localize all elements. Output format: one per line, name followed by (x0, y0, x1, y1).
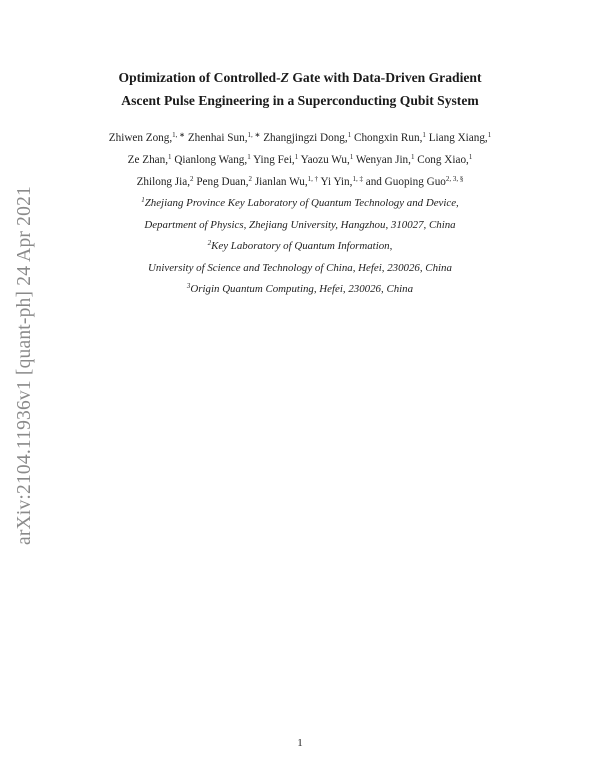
affiliation-list (0, 193, 600, 301)
author (354, 132, 426, 144)
title-line-1-prefix: Optimization of Controlled- (118, 70, 281, 85)
affiliation-3-line-1 (0, 279, 600, 301)
author-affiliation-marker: 1 (294, 153, 299, 161)
title-line-2: Ascent Pulse Engineering in a Superconducting Qubit System (121, 93, 479, 108)
affiliation-text: Origin Quantum Computing, Hefei, 230026, China (190, 283, 414, 295)
author-affiliation-marker: 1 (468, 153, 473, 161)
affiliation-1-line-2: Department of Physics, Zhejiang University, Hangzhou, 310027, China (144, 218, 456, 231)
affiliation-2-line-2: University of Science and Technology of China, Hefei, 230026, China (148, 261, 452, 274)
arxiv-identifier-stamp: arXiv:2104.11936v1 [quant-ph] 24 Apr 2021 (14, 186, 35, 545)
author-affiliation-marker: 2 (248, 175, 253, 183)
author (188, 132, 261, 144)
author-name: Yaozu Wu, (300, 154, 350, 166)
author-affiliation-marker: 1 (487, 131, 492, 139)
author-affiliation-marker: 1 (422, 131, 426, 139)
page-number: 1 (297, 737, 303, 749)
title-line-1-suffix: Gate with Data-Driven Gradient (288, 70, 482, 85)
affiliation-text: Key Laboratory of Quantum Information, (211, 240, 393, 252)
affiliation-1-line-1 (0, 193, 600, 215)
author (255, 176, 318, 188)
author-affiliation-marker: 1 (349, 153, 354, 161)
author (429, 132, 492, 144)
affiliation-text: Zhejiang Province Key Laboratory of Quantum Technology and Device, (144, 197, 459, 209)
author-affiliation-marker: 1, ∗ (247, 131, 261, 139)
author-affiliation-marker: 1, ∗ (172, 131, 186, 139)
author (253, 154, 298, 166)
author (321, 176, 363, 188)
author-name: Jianlan Wu, (254, 176, 308, 188)
author-name: Peng Duan, (196, 176, 249, 188)
author-name: Zhiwen Zong, (108, 132, 173, 144)
author-name: Ze Zhan, (127, 154, 169, 166)
author-name: Zhangjingzi Dong, (263, 132, 348, 144)
affiliation-marker: 2 (207, 239, 212, 247)
author-name: Liang Xiang, (428, 132, 488, 144)
author-affiliation-marker: 1 (410, 153, 415, 161)
title-gate-variable: Z (280, 70, 289, 85)
author (109, 132, 185, 144)
author-list (0, 127, 600, 193)
author-name: Cong Xiao, (417, 154, 469, 166)
author (174, 154, 250, 166)
author-name: and Guoping Guo (365, 176, 446, 188)
author-affiliation-marker: 2, 3, § (445, 175, 464, 183)
author-name: Zhilong Jia, (136, 176, 191, 188)
author (301, 154, 354, 166)
author-name: Ying Fei, (253, 154, 295, 166)
affiliation-marker: 3 (186, 282, 191, 290)
author (263, 132, 351, 144)
author-affiliation-marker: 1 (247, 153, 251, 161)
author-name: Wenyan Jin, (355, 154, 411, 166)
author (196, 176, 252, 188)
author-affiliation-marker: 1, † (307, 175, 319, 183)
author-line-1 (0, 127, 600, 149)
author-affiliation-marker: 2 (190, 175, 194, 183)
author-affiliation-marker: 1 (168, 153, 172, 161)
title-line-1 (0, 66, 600, 89)
author (128, 154, 172, 166)
author (417, 154, 472, 166)
affiliation-2-line-1 (0, 236, 600, 258)
author-affiliation-marker: 1, ‡ (352, 175, 363, 183)
author (137, 176, 194, 188)
author-affiliation-marker: 1 (347, 131, 352, 139)
author-name: Yi Yin, (320, 176, 353, 188)
author (356, 154, 415, 166)
paper-title (0, 66, 600, 112)
affiliation-marker: 1 (141, 196, 145, 204)
author-name: Zhenhai Sun, (187, 132, 248, 144)
author-line-3 (0, 171, 600, 193)
author-name: Qianlong Wang, (174, 154, 248, 166)
author-name: Chongxin Run, (354, 132, 423, 144)
author (366, 176, 464, 188)
author-line-2 (0, 149, 600, 171)
